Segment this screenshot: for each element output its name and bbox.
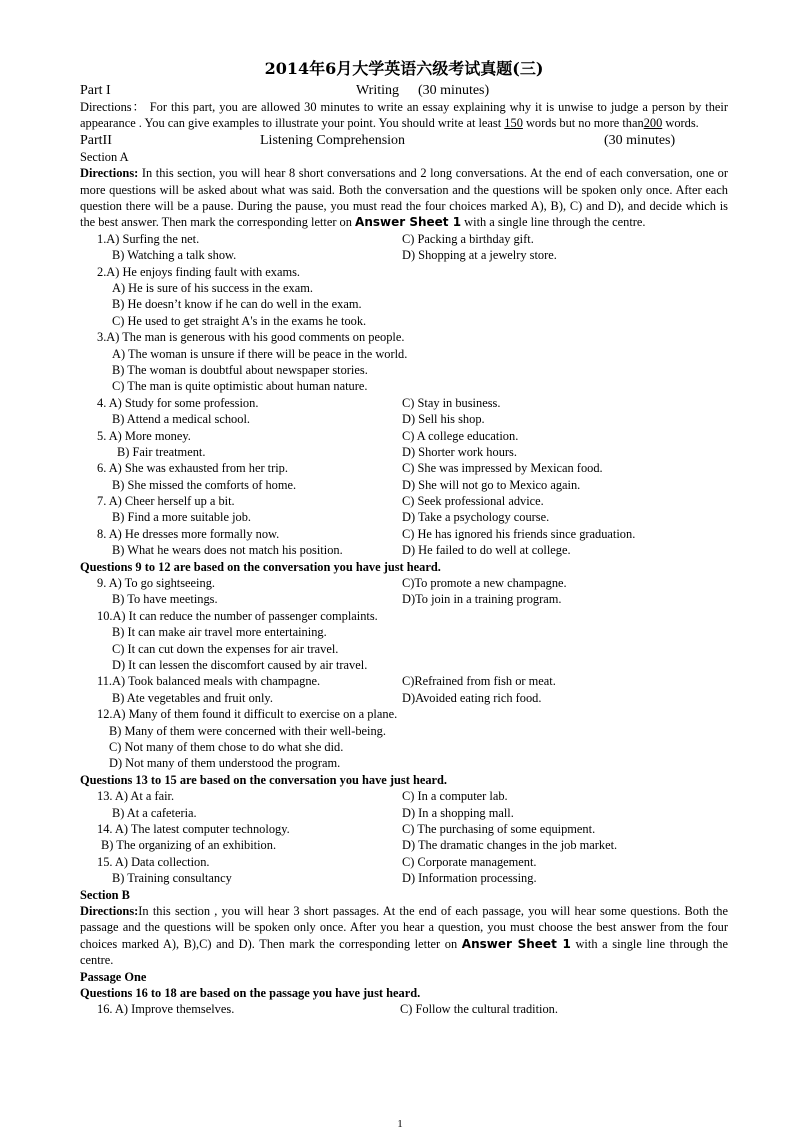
part1-time: (30 minutes)	[418, 83, 490, 98]
option: A) He is sure of his success in the exam.	[112, 281, 313, 296]
answer-sheet-label: Answer Sheet 1	[461, 936, 571, 951]
writing-directions	[80, 99, 728, 132]
option: D)Avoided eating rich food.	[402, 690, 542, 705]
option: B) Training consultancy	[112, 871, 232, 886]
question-15-row1	[80, 854, 728, 870]
option: C) Follow the cultural tradition.	[400, 1002, 558, 1017]
question-13-row1	[80, 788, 728, 804]
option: D) Shorter work hours.	[402, 444, 517, 459]
option: C) It can cut down the expenses for air travel.	[112, 641, 339, 656]
question-2-option	[80, 280, 728, 296]
question-9-row2	[80, 591, 728, 607]
option: D) In a shopping mall.	[402, 805, 514, 820]
directions-end: with a single line through the centre.	[461, 215, 646, 230]
directions-label: Directions:	[80, 903, 139, 918]
option: 5. A) More money.	[97, 428, 191, 443]
option: C) Corporate management.	[402, 854, 537, 869]
option: C) Seek professional advice.	[402, 494, 544, 509]
option: B) Watching a talk show.	[112, 248, 237, 263]
option: B) The woman is doubtful about newspaper stories.	[112, 362, 368, 377]
option: 15. A) Data collection.	[97, 854, 210, 869]
option: 11.A) Took balanced meals with champagne.	[97, 674, 321, 689]
option: 3.A) The man is generous with his good comments on people.	[97, 330, 405, 345]
option: D) Shopping at a jewelry store.	[402, 248, 557, 263]
option: C) A college education.	[402, 428, 519, 443]
question-5-row2	[80, 444, 728, 460]
option: 12.A) Many of them found it difficult to exercise on a plane.	[97, 707, 398, 722]
option: 7. A) Cheer herself up a bit.	[97, 494, 235, 509]
question-7-row1	[80, 493, 728, 509]
option: C)Refrained from fish or meat.	[402, 674, 556, 689]
option: C) Not many of them chose to do what she did.	[109, 739, 344, 754]
option: 6. A) She was exhausted from her trip.	[97, 461, 288, 476]
option: D) It can lessen the discomfort caused by air travel.	[112, 658, 368, 673]
option: D) Take a psychology course.	[402, 510, 550, 525]
option: C) He has ignored his friends since graduation.	[402, 526, 636, 541]
question-3-option	[80, 346, 728, 362]
option: 9. A) To go sightseeing.	[97, 576, 215, 591]
writing-text: Directions： For this part, you are allowed 30 minutes to write an essay explaining why it is unwise to judge a person by their appearance . You can give examples to illustrate your point. You should write at least	[80, 100, 728, 131]
option: B) Attend a medical school.	[112, 412, 250, 427]
question-14-row2	[80, 837, 728, 853]
writing-text-end: words.	[662, 116, 699, 131]
option: C) Stay in business.	[402, 395, 501, 410]
question-10-option	[80, 624, 728, 640]
option: B) Fair treatment.	[117, 444, 206, 459]
question-3-stem	[80, 329, 728, 345]
option: B) At a cafeteria.	[112, 805, 197, 820]
option: B) He doesn’t know if he can do well in the exam.	[112, 297, 362, 312]
option: B) Find a more suitable job.	[112, 510, 252, 525]
part1-header	[80, 82, 728, 99]
option: B) She missed the comforts of home.	[112, 477, 297, 492]
question-12-option	[80, 723, 728, 739]
question-2-stem	[80, 264, 728, 280]
question-10-option	[80, 657, 728, 673]
option: 13. A) At a fair.	[97, 789, 175, 804]
option: D) She will not go to Mexico again.	[402, 477, 581, 492]
question-6-row2	[80, 477, 728, 493]
directions-text: In this section, you will hear 8 short conversations and 2 long conversations. At the end of each conversation, one or more questions will be asked about what was said. Both the conversation and the questions will be spoken only once. After each question there will be a pause. During the pause, you must read the four choices marked A), B), C) and D), and decide which is the best answer. Then mark the corresponding letter on	[80, 166, 728, 230]
option: B) Ate vegetables and fruit only.	[112, 690, 273, 705]
conversation-1-note: Questions 9 to 12 are based on the conversation you have just heard.	[80, 559, 441, 574]
option: B) To have meetings.	[112, 592, 218, 607]
question-11-row1	[80, 673, 728, 689]
question-8-row2	[80, 542, 728, 558]
section-a-directions	[80, 165, 728, 231]
option: 2.A) He enjoys finding fault with exams.	[97, 264, 301, 279]
question-2-option	[80, 313, 728, 329]
section-b-directions	[80, 903, 728, 969]
question-4-row1	[80, 395, 728, 411]
page-number: 1	[397, 1118, 403, 1130]
question-12-stem	[80, 706, 728, 722]
option: 1.A) Surfing the net.	[97, 231, 200, 246]
directions-text: In this section , you will hear 3 short passages. At the end of each passage, you will hear some questions. Both the passage and the questions will be spoken only once. After you hear a question, you must choose the best answer from the four choices marked A), B),C) and D). Then mark the corresponding letter on	[80, 903, 728, 951]
option: D) Not many of them understood the program.	[109, 756, 341, 771]
question-11-row2	[80, 690, 728, 706]
question-16-row1	[80, 1001, 728, 1017]
question-2-option	[80, 296, 728, 312]
question-13-row2	[80, 805, 728, 821]
writing-text-mid: words but no more than	[522, 116, 644, 131]
question-7-row2	[80, 509, 728, 525]
option: A) The woman is unsure if there will be peace in the world.	[112, 346, 408, 361]
option: C) The purchasing of some equipment.	[402, 821, 596, 836]
question-1-row2	[80, 247, 728, 263]
option: B) It can make air travel more entertaining.	[112, 625, 327, 640]
question-10-stem	[80, 608, 728, 624]
option: 16. A) Improve themselves.	[97, 1002, 235, 1017]
option: D) Sell his shop.	[402, 412, 485, 427]
conversation-2-note: Questions 13 to 15 are based on the conversation you have just heard.	[80, 772, 448, 787]
question-14-row1	[80, 821, 728, 837]
option: C) She was impressed by Mexican food.	[402, 461, 603, 476]
option: C) The man is quite optimistic about human nature.	[112, 379, 368, 394]
max-words: 200	[643, 116, 663, 131]
option: 8. A) He dresses more formally now.	[97, 526, 280, 541]
question-15-row2	[80, 870, 728, 886]
option: C) In a computer lab.	[402, 789, 508, 804]
question-3-option	[80, 378, 728, 394]
option: B) What he wears does not match his position.	[112, 543, 343, 558]
part2-header	[80, 132, 728, 149]
option: D)To join in a training program.	[402, 592, 562, 607]
directions-end: with a single line through the centre.	[80, 936, 728, 968]
section-a-heading: Section A	[80, 149, 129, 164]
question-12-option	[80, 739, 728, 755]
part2-time: (30 minutes)	[604, 132, 676, 148]
option: 10.A) It can reduce the number of passenger complaints.	[97, 608, 378, 623]
option: 4. A) Study for some profession.	[97, 395, 259, 410]
question-12-option	[80, 755, 728, 771]
part2-name: Listening Comprehension	[260, 132, 406, 148]
option: D) He failed to do well at college.	[402, 543, 571, 558]
option: B) The organizing of an exhibition.	[101, 838, 277, 853]
passage-one-note: Questions 16 to 18 are based on the passage you have just heard.	[80, 985, 421, 1000]
question-1-row1	[80, 231, 728, 247]
question-5-row1	[80, 428, 728, 444]
question-4-row2	[80, 411, 728, 427]
question-3-option	[80, 362, 728, 378]
option: B) Many of them were concerned with their well-being.	[109, 723, 386, 738]
question-6-row1	[80, 460, 728, 476]
section-b-heading: Section B	[80, 887, 130, 902]
option: C)To promote a new champagne.	[402, 576, 567, 591]
part1-name: Writing	[356, 83, 399, 98]
min-words: 150	[504, 116, 523, 131]
option: 14. A) The latest computer technology.	[97, 821, 290, 836]
question-8-row1	[80, 526, 728, 542]
question-10-option	[80, 641, 728, 657]
directions-label: Directions:	[80, 166, 139, 181]
part2-label: PartII	[80, 132, 112, 148]
option: D) The dramatic changes in the job market.	[402, 838, 618, 853]
passage-one-heading: Passage One	[80, 969, 147, 984]
question-9-row1	[80, 575, 728, 591]
answer-sheet-label: Answer Sheet 1	[355, 215, 462, 230]
option: D) Information processing.	[402, 871, 537, 886]
option: C) He used to get straight A's in the exams he took.	[112, 313, 367, 328]
page-title: 2014年6月大学英语六级考试真题(三)	[264, 59, 544, 78]
exam-page	[80, 58, 728, 1018]
part1-label: Part I	[80, 83, 111, 98]
option: C) Packing a birthday gift.	[402, 231, 534, 246]
